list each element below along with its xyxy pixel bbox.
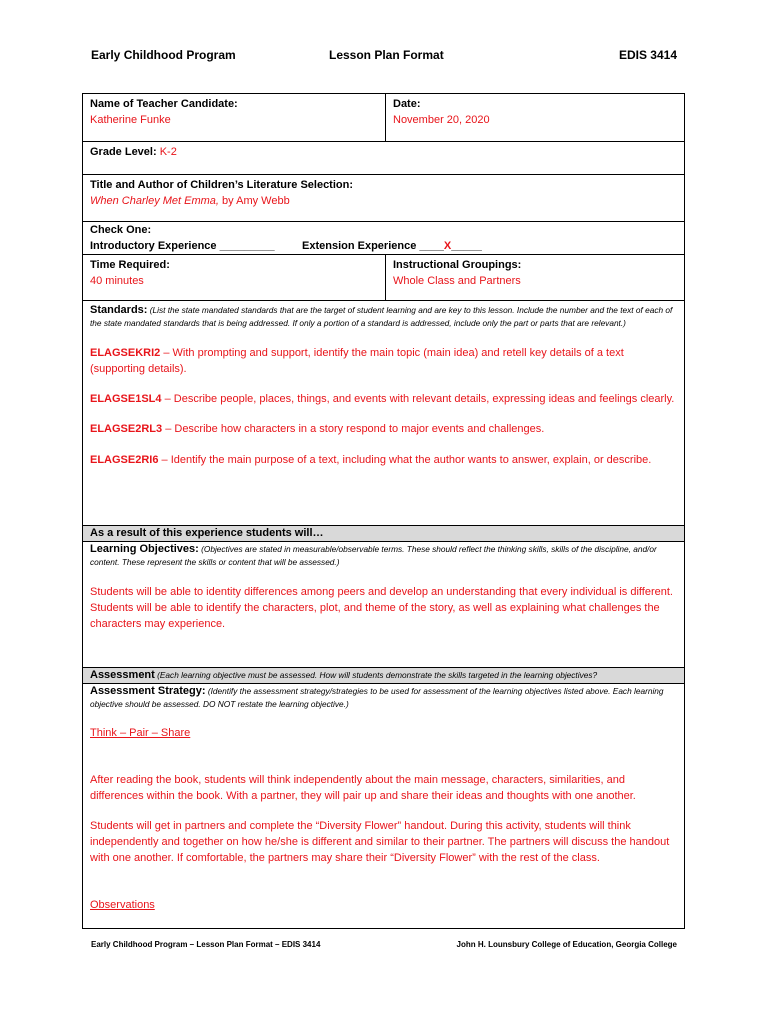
standard-item: ELAGSEKRI2 – With prompting and support, identify the main topic (main idea) and retell key details of a text (supporting details). (90, 347, 624, 375)
date-label: Date: (393, 98, 421, 110)
introductory-option: Introductory Experience _________ (90, 240, 275, 252)
assessment-row (83, 668, 684, 684)
teacher-cell (83, 94, 385, 141)
strategy-instructions: (Identify the assessment strategy/strategies to be used for assessment of the learning objectives listed above. Each learning objective should be assessed. DO NOT restate the learning objective.) (90, 686, 664, 709)
page-header (91, 48, 677, 66)
standards-label: Standards: (90, 304, 148, 316)
lesson-plan-form (82, 93, 685, 929)
grade-label: Grade Level: (90, 146, 157, 158)
check-row (83, 222, 684, 255)
objectives-text: Students will be able to identity differences among peers and develop an understanding that every individual is different. Students will be able to identify the characters, plot, and theme of the story, as well as explaining what challenges the characters may experience. (90, 586, 673, 630)
literature-label: Title and Author of Children’s Literature Selection: (90, 179, 354, 191)
strategy-label: Assessment Strategy: (90, 685, 206, 697)
standard-item: ELAGSE2RL3 – Describe how characters in a story respond to major events and challenges. (90, 423, 545, 435)
standard-item: ELAGSE1SL4 – Describe people, places, things, and events with relevant details, expressing ideas and feelings clearly. (90, 393, 675, 405)
document-title: Lesson Plan Format (329, 48, 444, 62)
teacher-label: Name of Teacher Candidate: (90, 98, 238, 110)
result-heading: As a result of this experience students will… (90, 527, 324, 539)
result-row (83, 526, 684, 542)
program-title: Early Childhood Program (91, 48, 236, 62)
check-label: Check One: (90, 224, 152, 236)
objectives-row (83, 542, 684, 668)
groupings-value: Whole Class and Partners (393, 275, 521, 287)
think-pair-share-heading: Think – Pair – Share (90, 727, 191, 739)
time-value: 40 minutes (90, 275, 144, 287)
standards-instructions: (List the state mandated standards that are the target of student learning and are key to this lesson. Include the number and the text of each of the state mandated standards that is being addressed. If only a portion of a standard is addressed, include only the part or parts that are relevant.) (90, 305, 673, 328)
book-author: by Amy Webb (218, 195, 290, 207)
objectives-instructions: (Objectives are stated in measurable/observable terms. These should reflect the thinking skills, skills of the discipline, and/or content. These represent the skills or content that will be assessed.) (90, 544, 657, 567)
strategy-row (83, 684, 684, 928)
groupings-cell (385, 255, 684, 300)
teacher-date-row (83, 94, 684, 142)
grade-row (83, 142, 684, 175)
observations-heading: Observations (90, 899, 155, 911)
assessment-label: Assessment (90, 669, 155, 681)
extension-checkmark: X (443, 240, 452, 252)
assessment-instructions: (Each learning objective must be assessed. How will students demonstrate the skills targeted in the learning objectives? (154, 670, 598, 680)
standards-row (83, 301, 684, 526)
time-label: Time Required: (90, 259, 170, 271)
teacher-name: Katherine Funke (90, 114, 171, 126)
time-cell (83, 255, 385, 300)
strategy-paragraph: After reading the book, students will think independently about the main message, characters, similarities, and differences within the book. With a partner, they will pair up and share their ideas and thoughts with one another. (90, 774, 636, 802)
extension-option: Extension Experience ____X_____ (302, 240, 482, 252)
groupings-label: Instructional Groupings: (393, 259, 522, 271)
course-code: EDIS 3414 (618, 48, 677, 62)
objectives-label: Learning Objectives: (90, 543, 199, 555)
literature-row (83, 175, 684, 222)
date-cell (385, 94, 684, 141)
footer-left: Early Childhood Program – Lesson Plan Format – EDIS 3414 (91, 940, 321, 949)
footer-right: John H. Lounsbury College of Education, Georgia College (456, 940, 677, 949)
standard-item: ELAGSE2RI6 – Identify the main purpose of a text, including what the author wants to answer, explain, or describe. (90, 454, 652, 466)
date-value: November 20, 2020 (393, 114, 490, 126)
strategy-paragraph: Students will get in partners and complete the “Diversity Flower” handout. During this activity, students will think independently and together on how he/she is different and similar to their partner. The partners will discuss the handout with one another. If comfortable, the partners may share their “Diversity Flower” with the rest of the class. (90, 820, 670, 864)
book-title: When Charley Met Emma, (90, 195, 219, 207)
grade-value: K-2 (159, 146, 177, 158)
time-groupings-row (83, 255, 684, 301)
